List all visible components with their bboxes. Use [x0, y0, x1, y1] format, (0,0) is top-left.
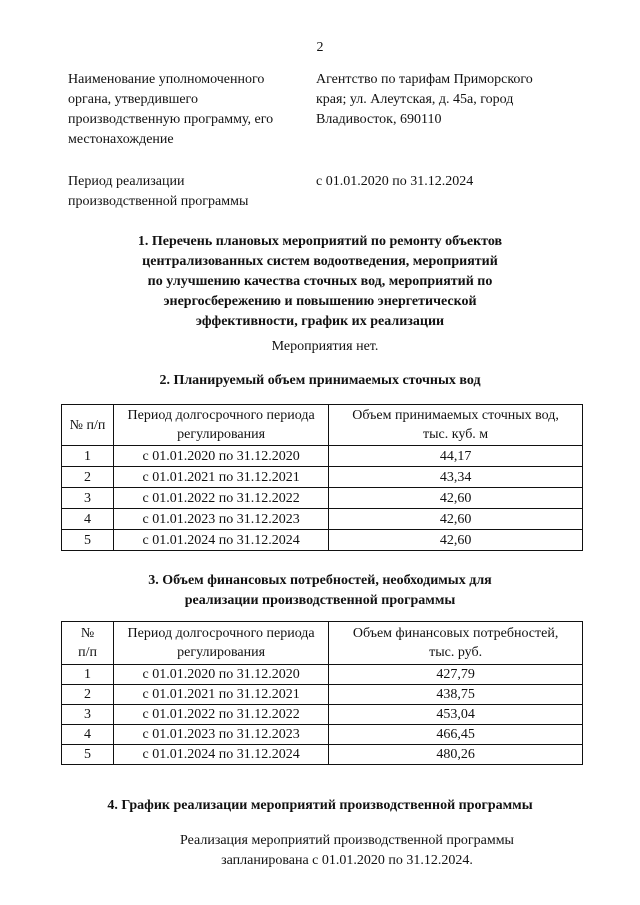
table-row [62, 725, 583, 745]
col-volume-header [329, 405, 583, 446]
row-value: 44,17 [329, 446, 583, 467]
authority-label-line: производственную программу, его [68, 112, 274, 127]
page-number: 2 [316, 40, 324, 55]
row-num: 5 [62, 745, 114, 765]
authority-value-line: Владивосток, 690110 [316, 112, 442, 127]
section4-text-line: запланирована с 01.01.2020 по 31.12.2024. [221, 853, 473, 868]
header-line: тыс. руб. [429, 645, 483, 660]
financial-needs-table [61, 621, 583, 765]
section3-title-line: реализации производственной программы [184, 593, 456, 608]
section1-title-line: энергосбережению и повышению энергетической [163, 294, 477, 309]
row-period: с 01.01.2024 по 31.12.2024 [114, 530, 329, 551]
header-line: № [80, 626, 95, 641]
row-period: с 01.01.2021 по 31.12.2021 [114, 685, 329, 705]
section1-note: Мероприятия нет. [271, 339, 379, 354]
header-line: Период долгосрочного периода [127, 626, 315, 641]
section4-title: 4. График реализации мероприятий производственной программы [107, 798, 533, 813]
row-period: с 01.01.2020 по 31.12.2020 [114, 665, 329, 685]
table-header-row [62, 622, 583, 665]
section3-title-line: 3. Объем финансовых потребностей, необходимых для [148, 573, 492, 588]
section1-title-line: 1. Перечень плановых мероприятий по ремонту объектов [137, 234, 503, 249]
row-num: 4 [62, 725, 114, 745]
row-period: с 01.01.2022 по 31.12.2022 [114, 488, 329, 509]
authority-value-line: края; ул. Алеутская, д. 45а, город [316, 92, 514, 107]
header-line: регулирования [177, 427, 266, 442]
row-num: 3 [62, 488, 114, 509]
row-num: 2 [62, 467, 114, 488]
table-row [62, 705, 583, 725]
table-row [62, 488, 583, 509]
row-value: 480,26 [329, 745, 583, 765]
authority-label-line: местонахождение [68, 132, 174, 147]
authority-label-line: Наименование уполномоченного [68, 72, 265, 87]
section3-title [60, 571, 580, 611]
row-period: с 01.01.2023 по 31.12.2023 [114, 725, 329, 745]
row-value: 43,34 [329, 467, 583, 488]
row-num: 2 [62, 685, 114, 705]
col-period-header [114, 405, 329, 446]
section1-title-line: централизованных систем водоотведения, мероприятий [142, 254, 498, 269]
row-value: 453,04 [329, 705, 583, 725]
row-period: с 01.01.2020 по 31.12.2020 [114, 446, 329, 467]
authority-label [68, 70, 298, 150]
header-line: Объем принимаемых сточных вод, [352, 408, 559, 423]
row-num: 5 [62, 530, 114, 551]
table-row [62, 467, 583, 488]
col-period-header [114, 622, 329, 665]
table-row [62, 665, 583, 685]
row-num: 1 [62, 665, 114, 685]
row-num: 1 [62, 446, 114, 467]
authority-label-line: органа, утвердившего [68, 92, 198, 107]
table-row [62, 509, 583, 530]
section1-title-line: по улучшению качества сточных вод, мероприятий по [147, 274, 493, 289]
row-value: 42,60 [329, 488, 583, 509]
section1-title [60, 232, 580, 332]
row-period: с 01.01.2024 по 31.12.2024 [114, 745, 329, 765]
row-value: 427,79 [329, 665, 583, 685]
col-amount-header [329, 622, 583, 665]
header-line: Период долгосрочного периода [127, 408, 315, 423]
section2-title: 2. Планируемый объем принимаемых сточных вод [159, 373, 481, 388]
table-row [62, 685, 583, 705]
section4-text-line: Реализация мероприятий производственной программы [180, 833, 514, 848]
table-header-row [62, 405, 583, 446]
period-value [316, 172, 566, 192]
col-num-header: № п/п [62, 405, 114, 446]
section4-text [0, 831, 640, 871]
row-period: с 01.01.2023 по 31.12.2023 [114, 509, 329, 530]
row-num: 3 [62, 705, 114, 725]
wastewater-volume-table [61, 404, 583, 551]
table-row [62, 446, 583, 467]
header-line: регулирования [177, 645, 266, 660]
authority-value-line: Агентство по тарифам Приморского [316, 72, 533, 87]
authority-value [316, 70, 566, 130]
period-label [68, 172, 298, 212]
row-value: 466,45 [329, 725, 583, 745]
row-period: с 01.01.2022 по 31.12.2022 [114, 705, 329, 725]
row-value: 42,60 [329, 509, 583, 530]
period-value-line: с 01.01.2020 по 31.12.2024 [316, 174, 474, 189]
row-period: с 01.01.2021 по 31.12.2021 [114, 467, 329, 488]
row-value: 438,75 [329, 685, 583, 705]
header-line: Объем финансовых потребностей, [352, 626, 559, 641]
table-row [62, 530, 583, 551]
section1-title-line: эффективности, график их реализации [195, 314, 445, 329]
row-num: 4 [62, 509, 114, 530]
header-line: тыс. куб. м [423, 427, 489, 442]
col-num-header [62, 622, 114, 665]
row-value: 42,60 [329, 530, 583, 551]
period-label-line: Период реализации [68, 174, 185, 189]
header-line: п/п [78, 645, 97, 660]
period-label-line: производственной программы [68, 194, 249, 209]
table-row [62, 745, 583, 765]
